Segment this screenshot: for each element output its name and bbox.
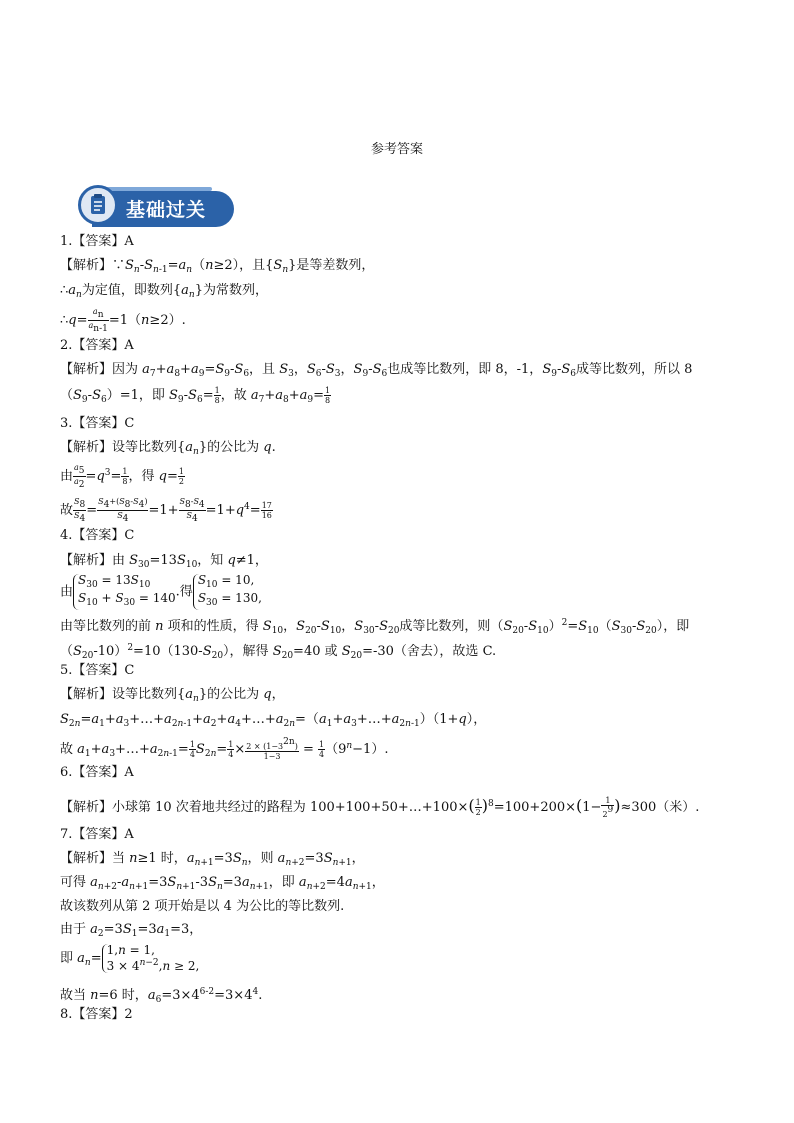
analysis-3-line2: 由 $\frac{a_5}{a_2}$ $=q^3=$ $\frac{1}{8}$ ，得 q= $\frac{1}{2}$	[60, 463, 184, 490]
analysis-7-system: 即 $a_n=1,n = 1$, $3 \times 4^{n-2},n \ge 2$,	[60, 943, 200, 973]
analysis-1-line3: ∴q= $\frac{a_n}{a_{n-1}}$ =1（n≥2）.	[60, 307, 186, 334]
analysis-4-line3: 由等比数列的前 n 项和的性质，得 $S_{10}$，$S_{20}-S_{10}$，$S_{30}-S_{20}$成等比数列，则$(S_{20}-S_{10})^2=S_{10}(S_{30}-S_{20})$，即	[60, 618, 690, 636]
answer-8: 8.【答案】2	[60, 1007, 133, 1022]
answer-5: 5.【答案】C	[60, 663, 135, 678]
analysis-5-line2: $S_{2n}=a_1+a_3+\dots+a_{2n-1}+a_2+a_4+\dots+a_{2n}=(a_1+a_3+\dots+a_{2n-1})(1+q)$，	[60, 712, 487, 729]
analysis-7: 【解析】当 n≥1 时，$a_{n+1}=3S_n$，则 $a_{n+2}=3S_{n+1}$，	[60, 851, 365, 868]
analysis-4: 【解析】由 $S_{30}=13S_{10}$，知 q≠1，	[60, 553, 268, 570]
analysis-5-line3: 故 $a_1+a_3+\dots+a_{2n-1}=$ $\frac{1}{4}$ $S_{2n}=$ $\frac{1}{4}$ × $\frac{2 \times (1-3^{2n})}{1-3}$ = $\frac{1}{4}$ $(9^n-1)$.	[60, 737, 389, 761]
analysis-6: 【解析】小球第 10 次着地共经过的路程为 100+100+50+…+100×( $\frac{1}{2}$ )$^8$=100+200×(1− $\frac{1}{2^9}$ )≈300（米）.	[60, 796, 700, 819]
analysis-7-line6: 故当 n=6 时，$a_6=3\times 4^{6-2}=3\times 4^4$.	[60, 987, 263, 1005]
page-title: 参考答案	[370, 142, 423, 157]
analysis-3-line3: 故 $\frac{S_8}{S_4}$ = $\frac{S_4+(S_8-S_4)}{S_4}$ =1+ $\frac{S_8-S_4}{S_4}$ $=1+q^4=$ $\frac{17}{16}$	[60, 497, 272, 524]
answer-2: 2.【答案】A	[60, 338, 134, 353]
analysis-3: 【解析】设等比数列$\{a_n\}$的公比为 q.	[60, 440, 276, 457]
answer-6: 6.【答案】A	[60, 765, 134, 780]
analysis-1: 【解析】$\because S_n-S_{n-1}=a_n(n\ge 2)$，且$\{S_n\}$是等差数列，	[60, 258, 375, 275]
analysis-7-line4: 由于 $a_2=3S_1=3a_1=3$，	[60, 922, 203, 939]
section-title: 基础过关	[126, 199, 207, 221]
analysis-2: 【解析】因为 $a_7+a_8+a_9=S_9-S_6$，且 $S_3$，$S_6-S_3$，$S_9-S_6$也成等比数列，即 8，-1，$S_9-S_6$成等比数列，所以 8	[60, 362, 693, 379]
analysis-5: 【解析】设等比数列$\{a_n\}$的公比为 q，	[60, 687, 285, 704]
section-banner	[78, 183, 234, 227]
answer-4: 4.【答案】C	[60, 528, 135, 543]
clipboard-icon	[78, 185, 118, 225]
analysis-4-system: 由$S_{30} = 13S_{10}$ $S_{10} + S_{30} = 140$.得$S_{10} = 10$, $S_{30} = 130$,	[60, 573, 262, 608]
answer-1: 1.【答案】A	[60, 234, 134, 249]
analysis-4-line4: $(S_{20}-10)^2=10(130-S_{20})$，解得 $S_{20}=40$ 或 $S_{20}=-30$（舍去），故选 C.	[60, 643, 497, 661]
analysis-7-line2: 可得 $a_{n+2}-a_{n+1}=3S_{n+1}-3S_n=3a_{n+1}$，即 $a_{n+2}=4a_{n+1}$，	[60, 875, 385, 892]
answer-3: 3.【答案】C	[60, 416, 135, 431]
analysis-1-line2: $\therefore a_n$为定值，即数列$\{a_n\}$为常数列，	[60, 283, 268, 300]
analysis-7-line3: 故该数列从第 2 项开始是以 4 为公比的等比数列.	[60, 899, 345, 914]
answer-7: 7.【答案】A	[60, 827, 134, 842]
analysis-2-line2: $(S_9-S_6)=1$，即 $S_9-S_6=$ $\frac{1}{8}$ ，故 $a_7+a_8+a_9=$ $\frac{1}{8}$	[60, 386, 331, 405]
